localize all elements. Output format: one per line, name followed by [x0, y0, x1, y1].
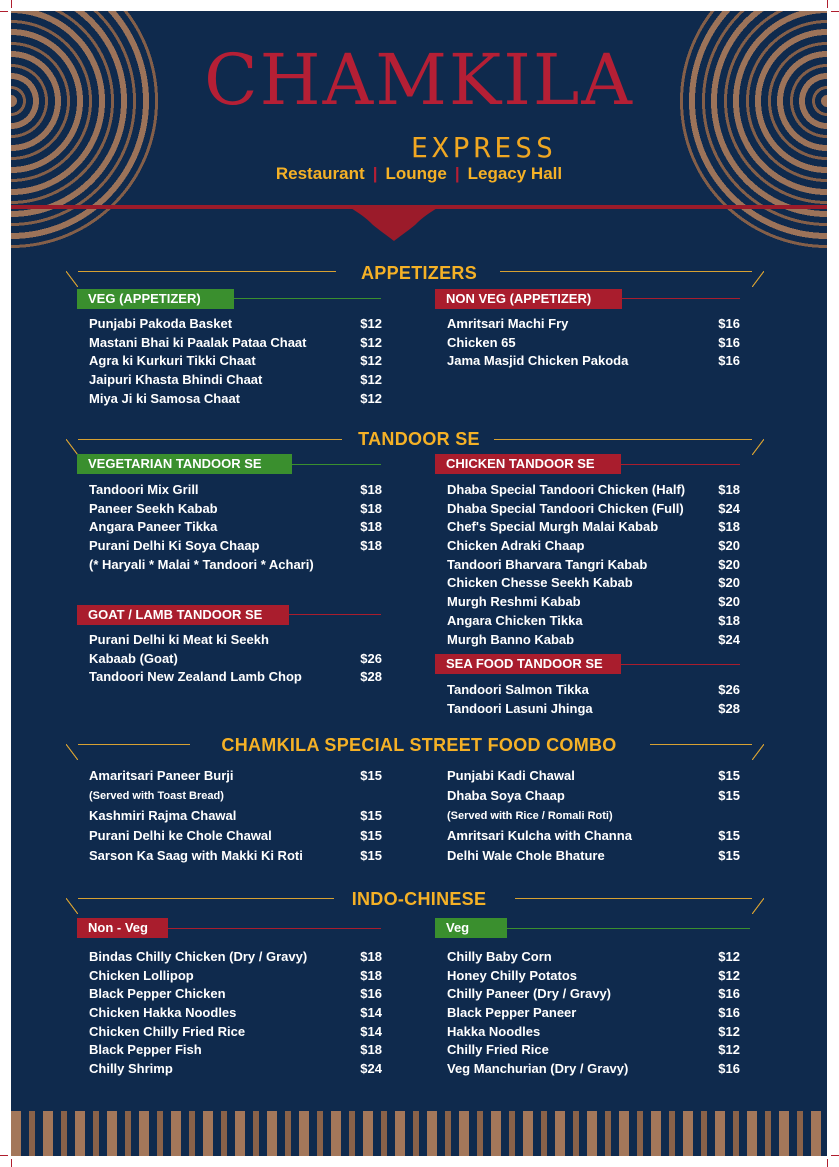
item-name: Punjabi Kadi Chawal: [447, 768, 575, 783]
item-name: Agra ki Kurkuri Tikki Chaat: [89, 353, 256, 369]
item-price: $18: [718, 482, 740, 497]
menu-item: [89, 352, 382, 371]
item-name: Mastani Bhai ki Paalak Pataa Chaat: [89, 334, 307, 350]
menu-item: [89, 556, 382, 575]
item-name: Purani Delhi Ki Soya Chaap: [89, 538, 260, 554]
item-price: $20: [718, 594, 740, 610]
item-name: Chef's Special Murgh Malai Kabab: [447, 519, 659, 535]
item-name: Purani Delhi ke Chole Chawal: [89, 828, 272, 843]
menu-item: [447, 518, 740, 537]
item-price: $14: [360, 1005, 382, 1021]
item-name: Dhaba Soya Chaap: [447, 788, 565, 803]
menu-item: [447, 846, 740, 866]
menu-item: [447, 985, 740, 1004]
item-name: Delhi Wale Chole Bhature: [447, 848, 605, 863]
item-name: (Served with Rice / Romali Roti): [447, 810, 613, 822]
item-price: $24: [718, 631, 740, 647]
menu-item: [89, 315, 382, 334]
brand-tagline: [11, 164, 827, 184]
item-name: Chilly Paneer (Dry / Gravy): [447, 986, 612, 1002]
category-nonveg-indochinese: Non - Veg: [77, 918, 168, 938]
item-price: $15: [360, 808, 382, 823]
item-name: Tandoori New Zealand Lamb Chop: [89, 669, 302, 685]
menu-item: [447, 537, 740, 556]
header-ornament: [349, 207, 439, 241]
item-name: Paneer Seekh Kabab: [89, 500, 218, 516]
mandala-pattern-bottom: [11, 1111, 827, 1156]
item-name: Purani Delhi ki Meat ki Seekh: [89, 632, 269, 647]
item-name: Black Pepper Paneer: [447, 1005, 577, 1021]
crop-mark: [827, 1159, 828, 1167]
item-name: Chilly Shrimp: [89, 1061, 173, 1077]
menu-item: [447, 1023, 740, 1042]
item-price: $28: [360, 669, 382, 685]
item-price: $20: [718, 538, 740, 554]
menu-item: [89, 948, 382, 967]
item-name: Chicken Adraki Chaap: [447, 538, 585, 554]
item-price: $20: [718, 556, 740, 572]
menu-header: [11, 11, 827, 207]
item-price: $18: [718, 612, 740, 628]
menu-item: [89, 631, 382, 650]
crop-mark: [11, 1159, 12, 1167]
menu-item: [447, 1060, 740, 1079]
menu-item: [447, 826, 740, 846]
item-price: $18: [360, 482, 382, 497]
item-price: $12: [718, 967, 740, 983]
crop-mark: [0, 11, 8, 12]
category-seafood-tandoor: SEA FOOD TANDOOR SE: [435, 654, 621, 674]
item-price: $12: [360, 334, 382, 350]
item-price: $15: [718, 848, 740, 863]
category-underline: [168, 928, 381, 929]
item-price: $18: [360, 949, 382, 964]
menu-item: [89, 967, 382, 986]
crop-mark: [831, 1155, 839, 1156]
nonveg-appetizer-list: [447, 315, 740, 371]
category-underline: [292, 464, 381, 465]
item-price: $16: [718, 986, 740, 1002]
category-veg-indochinese: Veg: [435, 918, 507, 938]
section-title-indochinese: INDO-CHINESE: [351, 889, 487, 909]
menu-item: [447, 700, 740, 719]
item-name: Chicken Hakka Noodles: [89, 1005, 237, 1021]
item-note: [89, 786, 382, 806]
item-price: $16: [718, 353, 740, 369]
item-price: $18: [360, 519, 382, 535]
item-name: Chicken Lollipop: [89, 967, 194, 983]
item-name: Black Pepper Chicken: [89, 986, 226, 1002]
menu-item: [89, 1023, 382, 1042]
item-price: $12: [718, 949, 740, 964]
item-price: $16: [718, 316, 740, 331]
item-name: Veg Manchurian (Dry / Gravy): [447, 1061, 629, 1077]
item-price: $16: [360, 986, 382, 1002]
item-name: Amritsari Kulcha with Channa: [447, 828, 632, 843]
menu-item: [447, 612, 740, 631]
item-name: Angara Chicken Tikka: [447, 612, 583, 628]
item-name: Kashmiri Rajma Chawal: [89, 808, 237, 823]
tagline-legacy-hall: Legacy Hall: [467, 164, 563, 183]
category-underline: [507, 928, 750, 929]
menu-item: [447, 593, 740, 612]
combo-list-right: [447, 766, 740, 866]
item-name: Angara Paneer Tikka: [89, 519, 218, 535]
item-price: $15: [718, 768, 740, 783]
menu-item: [447, 631, 740, 650]
menu-item: [447, 967, 740, 986]
item-name: Dhaba Special Tandoori Chicken (Full): [447, 500, 684, 516]
item-price: $26: [360, 650, 382, 666]
item-name: (* Haryali * Malai * Tandoori * Achari): [89, 556, 314, 572]
menu-item: [447, 334, 740, 353]
item-price: $15: [360, 768, 382, 783]
menu-item: [89, 985, 382, 1004]
category-nonveg-appetizer: NON VEG (APPETIZER): [435, 289, 622, 309]
item-name: Chilly Baby Corn: [447, 949, 552, 964]
item-price: $16: [718, 1061, 740, 1077]
tagline-lounge: Lounge: [385, 164, 447, 183]
menu-item: [89, 500, 382, 519]
category-chicken-tandoor: CHICKEN TANDOOR SE: [435, 454, 621, 474]
item-name: Kabaab (Goat): [89, 650, 178, 666]
item-name: Chicken Chilly Fried Rice: [89, 1023, 246, 1039]
category-veg-appetizer: VEG (APPETIZER): [77, 289, 234, 309]
menu-item: [447, 948, 740, 967]
item-name: Murgh Reshmi Kabab: [447, 594, 581, 610]
section-title-tandoor: TANDOOR SE: [358, 429, 480, 449]
menu-item: [89, 390, 382, 409]
category-underline: [622, 298, 740, 299]
item-name: Dhaba Special Tandoori Chicken (Half): [447, 482, 686, 497]
item-name: Chicken 65: [447, 334, 516, 350]
item-name: Miya Ji ki Samosa Chaat: [89, 390, 241, 406]
menu-item: [447, 1041, 740, 1060]
menu-page: [11, 11, 827, 1156]
menu-item: [89, 371, 382, 390]
item-price: $18: [360, 500, 382, 516]
item-price: $18: [360, 538, 382, 554]
menu-item: [447, 500, 740, 519]
category-veg-tandoor: VEGETARIAN TANDOOR SE: [77, 454, 292, 474]
item-name: Bindas Chilly Chicken (Dry / Gravy): [89, 949, 308, 964]
menu-item: [89, 334, 382, 353]
item-name: Tandoori Lasuni Jhinga: [447, 700, 593, 716]
tagline-separator: |: [454, 164, 460, 183]
combo-list-left: [89, 766, 382, 866]
crop-mark: [831, 11, 839, 12]
item-name: Hakka Noodles: [447, 1023, 541, 1039]
item-price: $12: [718, 1042, 740, 1058]
item-price: $24: [360, 1061, 382, 1077]
item-price: $12: [360, 372, 382, 388]
category-underline: [621, 664, 740, 665]
tagline-separator: |: [372, 164, 378, 183]
veg-indochinese-list: [447, 948, 740, 1079]
menu-item: [447, 681, 740, 700]
menu-item: [89, 650, 382, 669]
item-price: $15: [360, 828, 382, 843]
item-name: Tandoori Mix Grill: [89, 482, 199, 497]
menu-item: [89, 826, 382, 846]
category-underline: [234, 298, 381, 299]
crop-mark: [827, 0, 828, 8]
menu-item: [447, 574, 740, 593]
item-price: $28: [718, 700, 740, 716]
item-price: $26: [718, 682, 740, 697]
menu-item: [89, 846, 382, 866]
item-price: $20: [718, 575, 740, 591]
item-name: Jaipuri Khasta Bhindi Chaat: [89, 372, 263, 388]
category-underline: [289, 614, 381, 615]
menu-item: [447, 315, 740, 334]
veg-tandoor-list: [89, 481, 382, 574]
nonveg-indochinese-list: [89, 948, 382, 1079]
menu-item: [89, 1004, 382, 1023]
item-name: Chilly Fried Rice: [447, 1042, 549, 1058]
item-name: Tandoori Bharvara Tangri Kabab: [447, 556, 648, 572]
menu-item: [447, 556, 740, 575]
item-name: Amaritsari Paneer Burji: [89, 768, 234, 783]
crop-mark: [11, 0, 12, 8]
brand-logo: CHAMKILA: [204, 39, 634, 121]
category-underline: [621, 464, 740, 465]
veg-appetizer-list: [89, 315, 382, 408]
item-name: Punjabi Pakoda Basket: [89, 316, 233, 331]
item-price: $12: [360, 353, 382, 369]
item-name: Black Pepper Fish: [89, 1042, 202, 1058]
section-title-appetizers: APPETIZERS: [360, 263, 478, 283]
category-goat-lamb-tandoor: GOAT / LAMB TANDOOR SE: [77, 605, 289, 625]
item-price: $16: [718, 1005, 740, 1021]
item-name: Sarson Ka Saag with Makki Ki Roti: [89, 848, 303, 863]
item-price: $15: [718, 828, 740, 843]
menu-item: [89, 537, 382, 556]
section-title-combo: CHAMKILA SPECIAL STREET FOOD COMBO: [221, 735, 617, 755]
item-name: (Served with Toast Bread): [89, 790, 224, 802]
item-price: $12: [718, 1023, 740, 1039]
crop-mark: [0, 1155, 8, 1156]
item-price: $18: [718, 519, 740, 535]
item-price: $12: [360, 390, 382, 406]
item-price: $15: [718, 788, 740, 803]
item-name: Honey Chilly Potatos: [447, 967, 578, 983]
item-price: $24: [718, 500, 740, 516]
item-price: $18: [360, 1042, 382, 1058]
item-price: $18: [360, 967, 382, 983]
menu-item: [447, 481, 740, 500]
item-name: Tandoori Salmon Tikka: [447, 682, 589, 697]
brand-subtitle: EXPRESS: [411, 131, 558, 164]
menu-item: [447, 766, 740, 786]
item-price: $14: [360, 1023, 382, 1039]
menu-item: [89, 518, 382, 537]
seafood-tandoor-list: [447, 681, 740, 718]
menu-item: [89, 481, 382, 500]
item-name: Jama Masjid Chicken Pakoda: [447, 353, 629, 369]
chicken-tandoor-list: [447, 481, 740, 649]
menu-item: [447, 1004, 740, 1023]
item-price: $12: [360, 316, 382, 331]
item-name: Chicken Chesse Seekh Kabab: [447, 575, 633, 591]
menu-item: [89, 806, 382, 826]
item-note: [447, 806, 740, 826]
menu-item: [89, 766, 382, 786]
tagline-restaurant: Restaurant: [275, 164, 365, 183]
item-price: $16: [718, 334, 740, 350]
menu-item: [89, 1060, 382, 1079]
menu-item: [89, 1041, 382, 1060]
menu-item: [447, 352, 740, 371]
item-price: $15: [360, 848, 382, 863]
menu-item: [89, 668, 382, 687]
menu-item: [447, 786, 740, 806]
goat-tandoor-list: [89, 631, 382, 687]
item-name: Amritsari Machi Fry: [447, 316, 569, 331]
item-name: Murgh Banno Kabab: [447, 631, 575, 647]
